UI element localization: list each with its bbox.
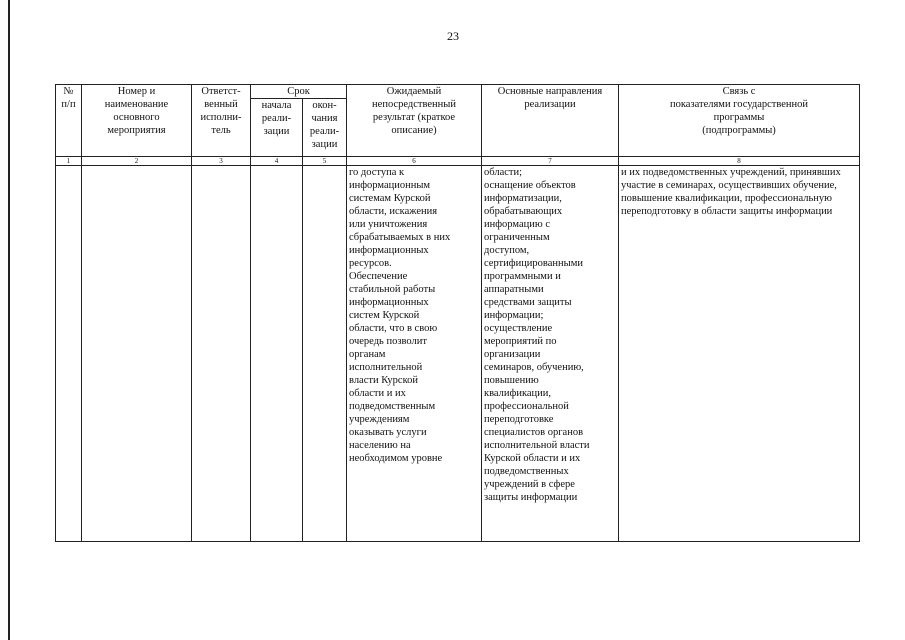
cell-main-directions: области; оснащение объектов информатизации, обрабатывающих информацию с ограниченным доступом, сертифицированными программными и аппаратными средствами защиты информации; осуществление мероприятий по организации семинаров, обучению, повышению квалификации, профессиональной переподготовке специалистов органов исполнительной власти Курской области и их подведомственных учреждений в сфере защиты информации	[482, 166, 619, 542]
header-term-end: окон- чания реали- зации	[303, 99, 347, 157]
page-number: 23	[447, 29, 459, 43]
cell-responsible	[192, 166, 251, 542]
program-link-text: и их подведомственных учреждений, принявших участие в семинарах, осуществивших обучение, повышение квалификации, профессиональную переподготовку в области защиты информации	[621, 167, 841, 217]
header-main-directions: Основные направления реализации	[482, 85, 619, 157]
page-left-edge	[8, 0, 10, 640]
column-number-row	[56, 157, 860, 166]
column-number: 8	[619, 157, 860, 166]
cell-program-link	[619, 166, 860, 542]
cell-expected-result: го доступа к информационным системам Курской области, искажения или уничтожения сбрабатываемых в них информационных ресурсов. Обеспечение стабильной работы информационных систем Курской области, что в свою очередь позволит органам исполнительной власти Курской области и их подведомственным учреждениям оказывать услуги населению на необходимом уровне	[347, 166, 482, 542]
cell-term-start	[251, 166, 303, 542]
column-number: 1	[56, 157, 82, 166]
header-expected-result: Ожидаемый непосредственный результат (краткое описание)	[347, 85, 482, 157]
header-responsible: Ответст- венный исполни- тель	[192, 85, 251, 157]
header-activity-name: Номер и наименование основного мероприятия	[82, 85, 192, 157]
cell-number	[56, 166, 82, 542]
column-number: 7	[482, 157, 619, 166]
cell-activity-name	[82, 166, 192, 542]
column-number: 3	[192, 157, 251, 166]
header-program-link: Связь с показателями государственной программы (подпрограммы)	[619, 85, 860, 157]
header-row-1	[56, 85, 860, 99]
plan-table	[55, 84, 860, 542]
header-term-start: начала реали- зации	[251, 99, 303, 157]
table-row	[56, 166, 860, 542]
header-term: Срок	[251, 85, 347, 99]
column-number: 4	[251, 157, 303, 166]
column-number: 2	[82, 157, 192, 166]
header-number: № п/п	[56, 85, 82, 157]
column-number: 5	[303, 157, 347, 166]
column-number: 6	[347, 157, 482, 166]
cell-term-end	[303, 166, 347, 542]
